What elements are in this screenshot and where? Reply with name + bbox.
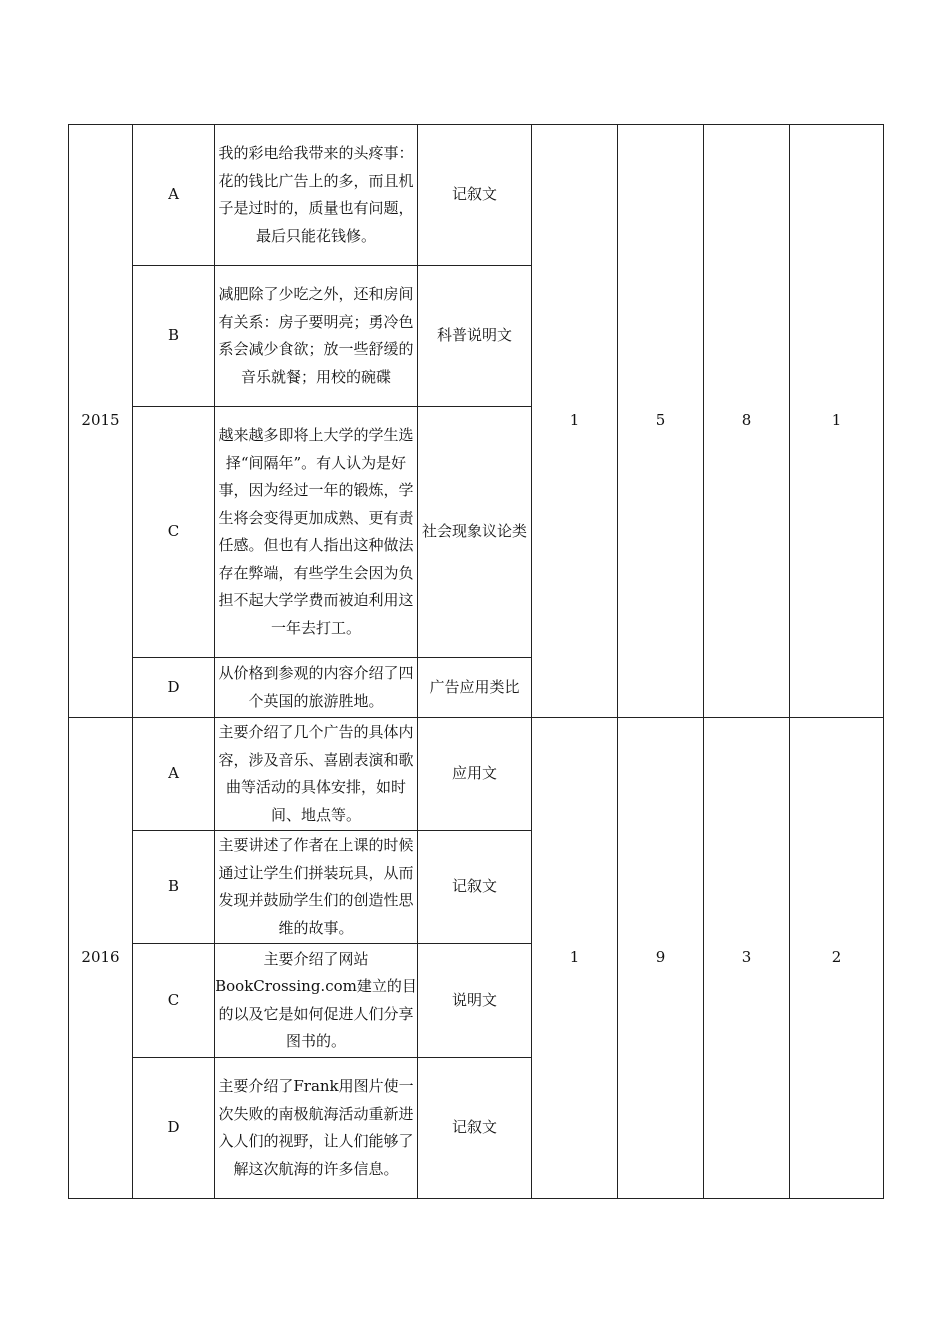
passage-letter: D <box>133 658 215 718</box>
passage-genre: 社会现象议论类 <box>418 407 532 658</box>
passage-letter: C <box>133 944 215 1058</box>
passage-letter: D <box>133 1058 215 1199</box>
count-cell-2: 5 <box>618 125 704 718</box>
passage-genre: 说明文 <box>418 944 532 1058</box>
passage-summary: 从价格到参观的内容介绍了四个英国的旅游胜地。 <box>215 658 418 718</box>
count-cell-1: 1 <box>532 125 618 718</box>
passage-genre: 科普说明文 <box>418 266 532 407</box>
passage-letter: C <box>133 407 215 658</box>
passage-genre: 应用文 <box>418 718 532 831</box>
count-cell-4: 1 <box>790 125 884 718</box>
reading-analysis-table <box>68 124 884 1199</box>
count-cell-3: 3 <box>704 718 790 1199</box>
passage-summary: 主要介绍了Frank用图片使一次失败的南极航海活动重新进入人们的视野，让人们能够了解这次航海的许多信息。 <box>215 1058 418 1199</box>
passage-genre: 广告应用类比 <box>418 658 532 718</box>
passage-summary: 减肥除了少吃之外，还和房间有关系：房子要明亮；勇冷色系会减少食欲；放一些舒缓的音乐就餐；用校的碗碟 <box>215 266 418 407</box>
passage-letter: B <box>133 831 215 944</box>
passage-letter: A <box>133 125 215 266</box>
passage-summary: 主要讲述了作者在上课的时候通过让学生们拼装玩具，从而发现并鼓励学生们的创造性思维的故事。 <box>215 831 418 944</box>
count-cell-2: 9 <box>618 718 704 1199</box>
count-cell-1: 1 <box>532 718 618 1199</box>
count-cell-4: 2 <box>790 718 884 1199</box>
table-row <box>69 125 884 266</box>
table-row <box>69 718 884 831</box>
passage-summary: 我的彩电给我带来的头疼事：花的钱比广告上的多，而且机子是过时的，质量也有问题，最后只能花钱修。 <box>215 125 418 266</box>
passage-genre: 记叙文 <box>418 125 532 266</box>
count-cell-3: 8 <box>704 125 790 718</box>
passage-summary: 主要介绍了网站BookCrossing.com建立的目的以及它是如何促进人们分享图书的。 <box>215 944 418 1058</box>
passage-letter: B <box>133 266 215 407</box>
year-cell: 2016 <box>69 718 133 1199</box>
passage-genre: 记叙文 <box>418 1058 532 1199</box>
passage-letter: A <box>133 718 215 831</box>
passage-summary: 越来越多即将上大学的学生选择“间隔年”。有人认为是好事，因为经过一年的锻炼，学生将会变得更加成熟、更有责任感。但也有人指出这种做法存在弊端，有些学生会因为负担不起大学学费而被迫利用这一年去打工。 <box>215 407 418 658</box>
passage-genre: 记叙文 <box>418 831 532 944</box>
year-cell: 2015 <box>69 125 133 718</box>
passage-summary: 主要介绍了几个广告的具体内容，涉及音乐、喜剧表演和歌曲等活动的具体安排，如时间、地点等。 <box>215 718 418 831</box>
